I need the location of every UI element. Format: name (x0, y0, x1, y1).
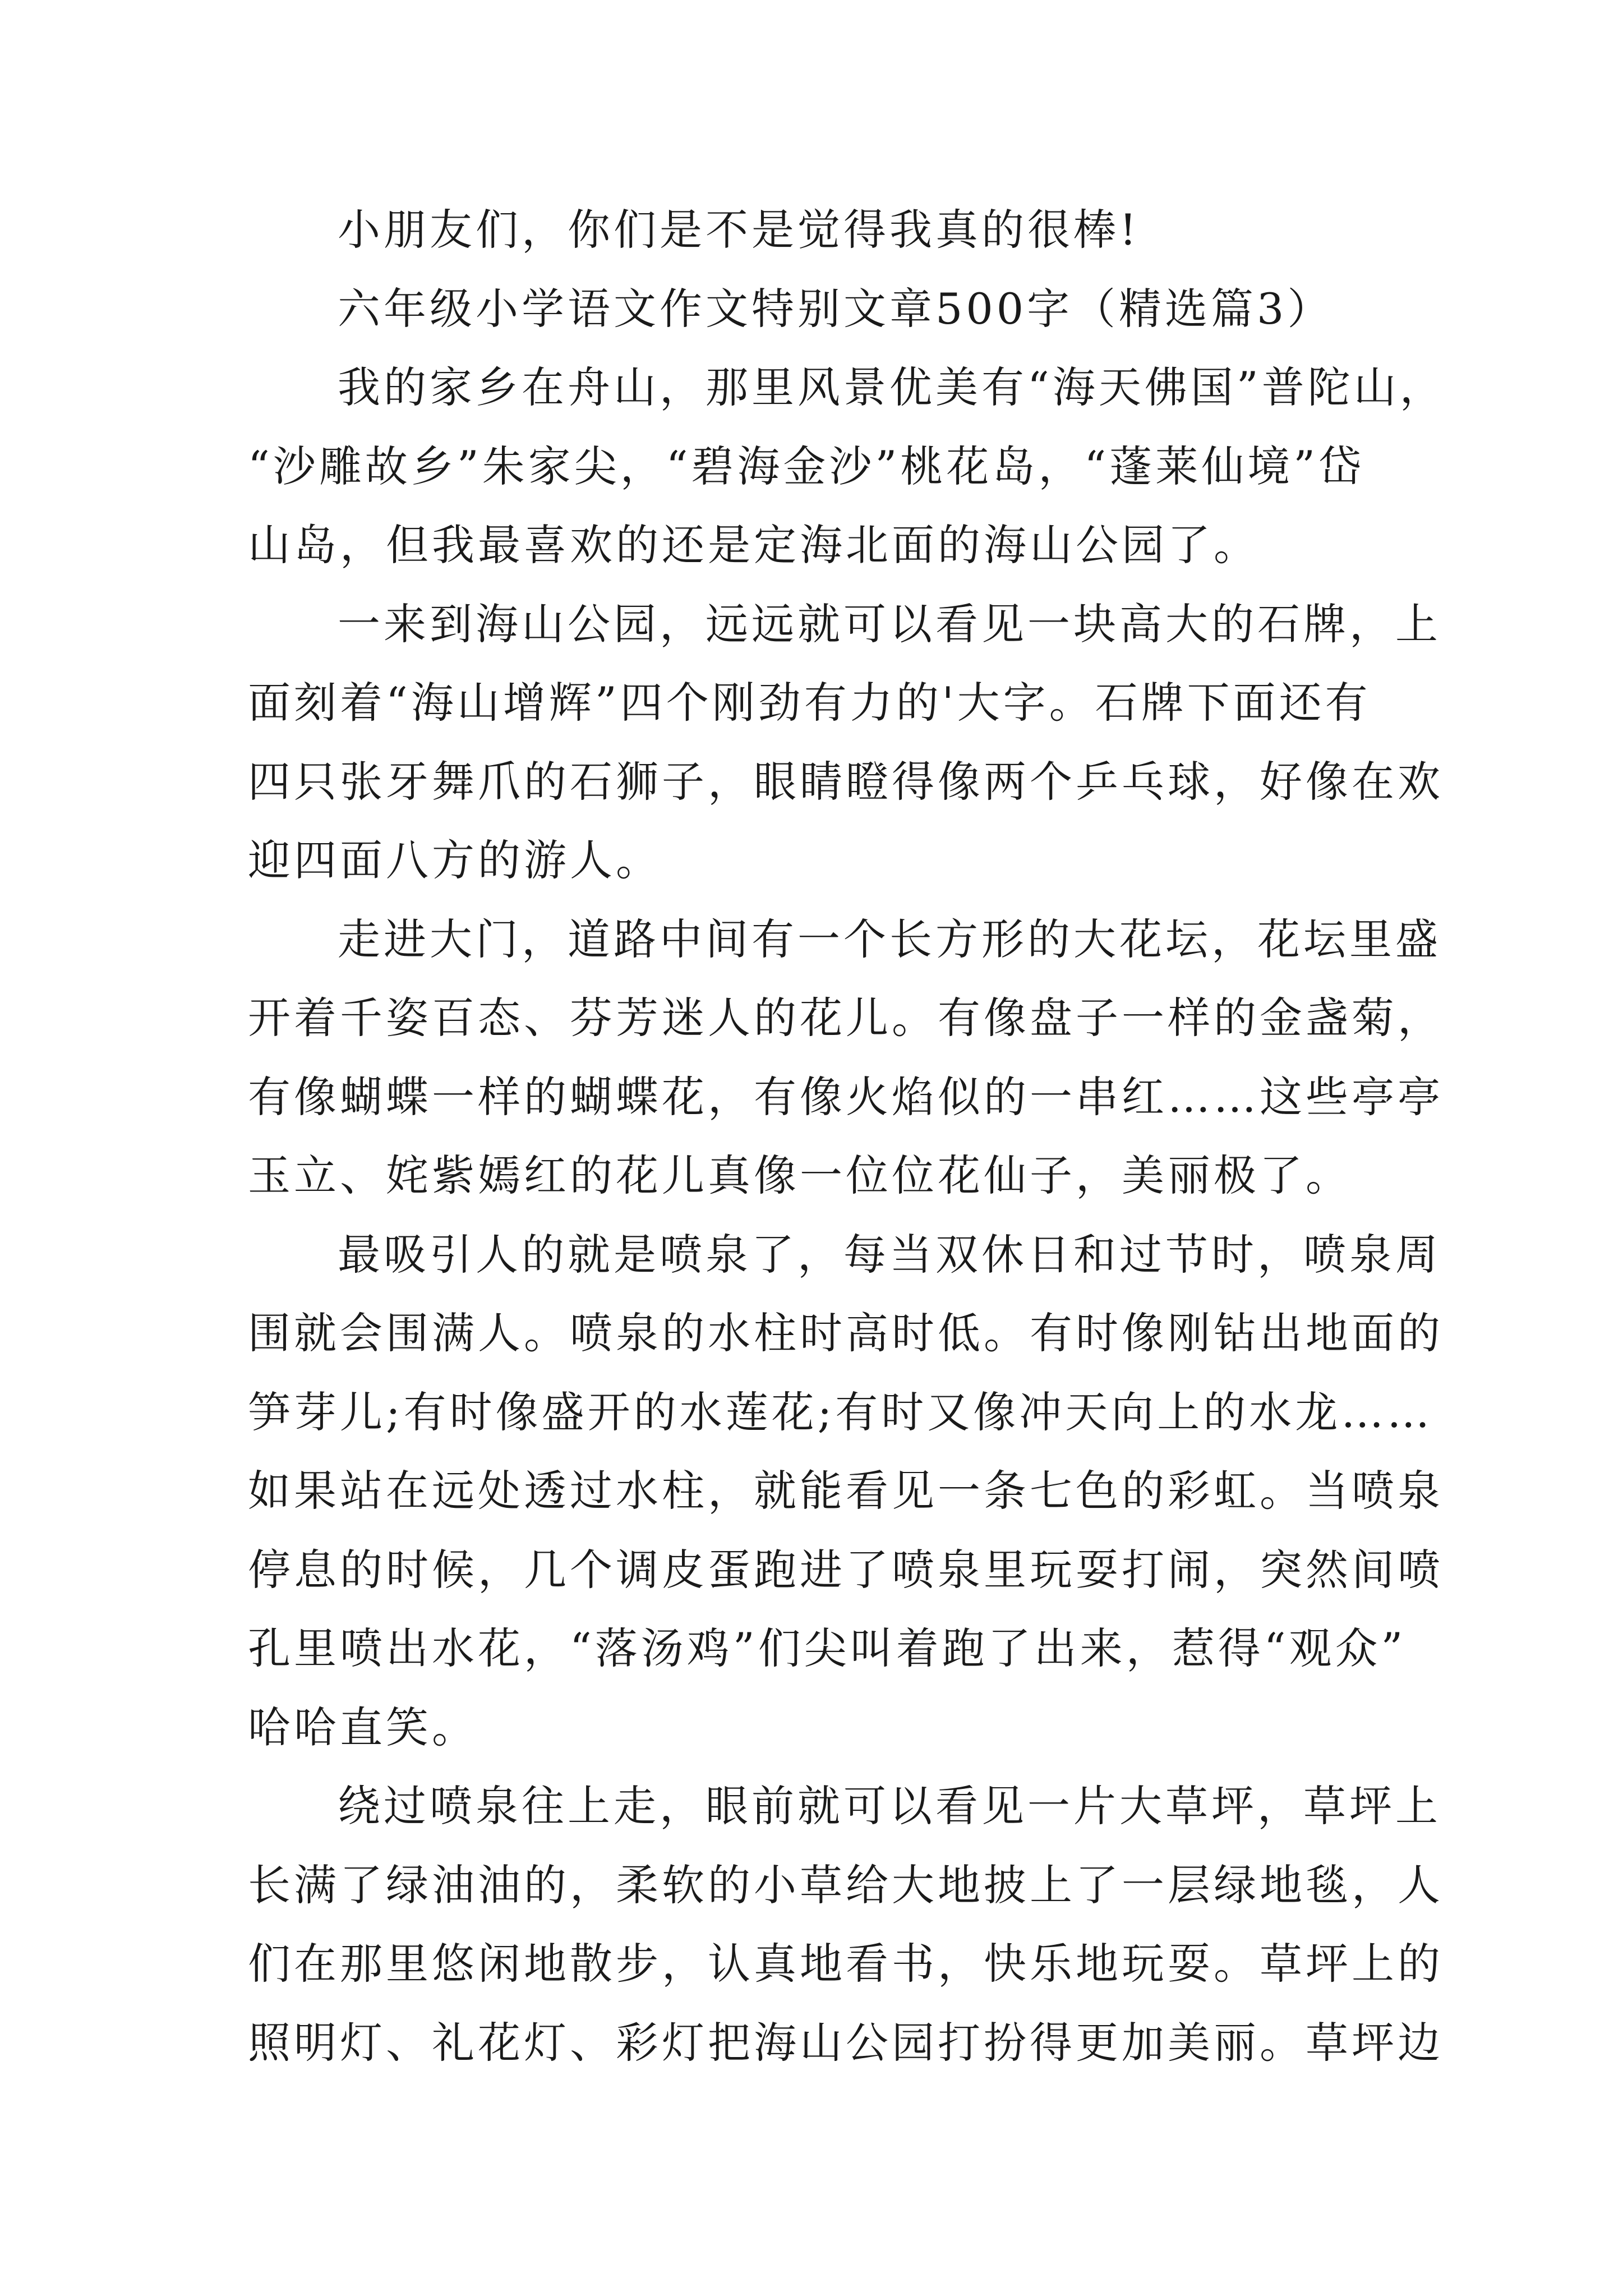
text-line: 哈哈直笑。 (248, 1702, 478, 1752)
text-line: 面刻着“海山增辉”四个刚劲有力的'大字。石牌下面还有 (248, 678, 1371, 728)
text-line: 一来到海山公园，远远就可以看见一块高大的石牌，上 (338, 599, 1441, 649)
text-line: 迎四面八方的游人。 (248, 835, 662, 885)
text-line: 我的家乡在舟山，那里风景优美有“海天佛国”普陀山， (338, 362, 1446, 412)
text-line: 山岛，但我最喜欢的还是定海北面的海山公园了。 (248, 520, 1260, 570)
text-line: 开着千姿百态、芬芳迷人的花儿。有像盘子一样的金盏菊， (248, 993, 1444, 1043)
text-line: 长满了绿油油的，柔软的小草给大地披上了一层绿地毯，人 (248, 1860, 1444, 1910)
text-line: 绕过喷泉往上走，眼前就可以看见一片大草坪，草坪上 (338, 1781, 1441, 1831)
text-line: 走进大门，道路中间有一个长方形的大花坛，花坛里盛 (338, 914, 1441, 964)
text-line: 笋芽儿;有时像盛开的水莲花;有时又像冲天向上的水龙…… (248, 1387, 1433, 1437)
text-line: 照明灯、礼花灯、彩灯把海山公园打扮得更加美丽。草坪边 (248, 2017, 1444, 2068)
text-line: 四只张牙舞爪的石狮子，眼睛瞪得像两个乒乓球，好像在欢 (248, 756, 1444, 807)
section-heading: 六年级小学语文作文特别文章500字（精选篇3） (338, 283, 1334, 334)
text-line: 最吸引人的就是喷泉了，每当双休日和过节时，喷泉周 (338, 1229, 1441, 1280)
text-line: 们在那里悠闲地散步，认真地看书，快乐地玩耍。草坪上的 (248, 1939, 1444, 1989)
text-line: 小朋友们，你们是不是觉得我真的很棒! (338, 205, 1140, 255)
text-line: “沙雕故乡”朱家尖，“碧海金沙”桃花岛，“蓬莱仙境”岱 (248, 441, 1365, 491)
document-body (248, 191, 1446, 2082)
text-line: 孔里喷出水花，“落汤鸡”们尖叫着跑了出来，惹得“观众” (248, 1623, 1407, 1673)
text-line: 玉立、姹紫嫣红的花儿真像一位位花仙子，美丽极了。 (248, 1151, 1352, 1200)
text-line: 有像蝴蝶一样的蝴蝶花，有像火焰似的一串红……这些亭亭 (248, 1071, 1444, 1122)
text-line: 围就会围满人。喷泉的水柱时高时低。有时像刚钻出地面的 (248, 1308, 1444, 1358)
text-line: 停息的时候，几个调皮蛋跑进了喷泉里玩耍打闹，突然间喷 (248, 1544, 1444, 1595)
text-line: 如果站在远处透过水柱，就能看见一条七色的彩虹。当喷泉 (248, 1466, 1444, 1516)
